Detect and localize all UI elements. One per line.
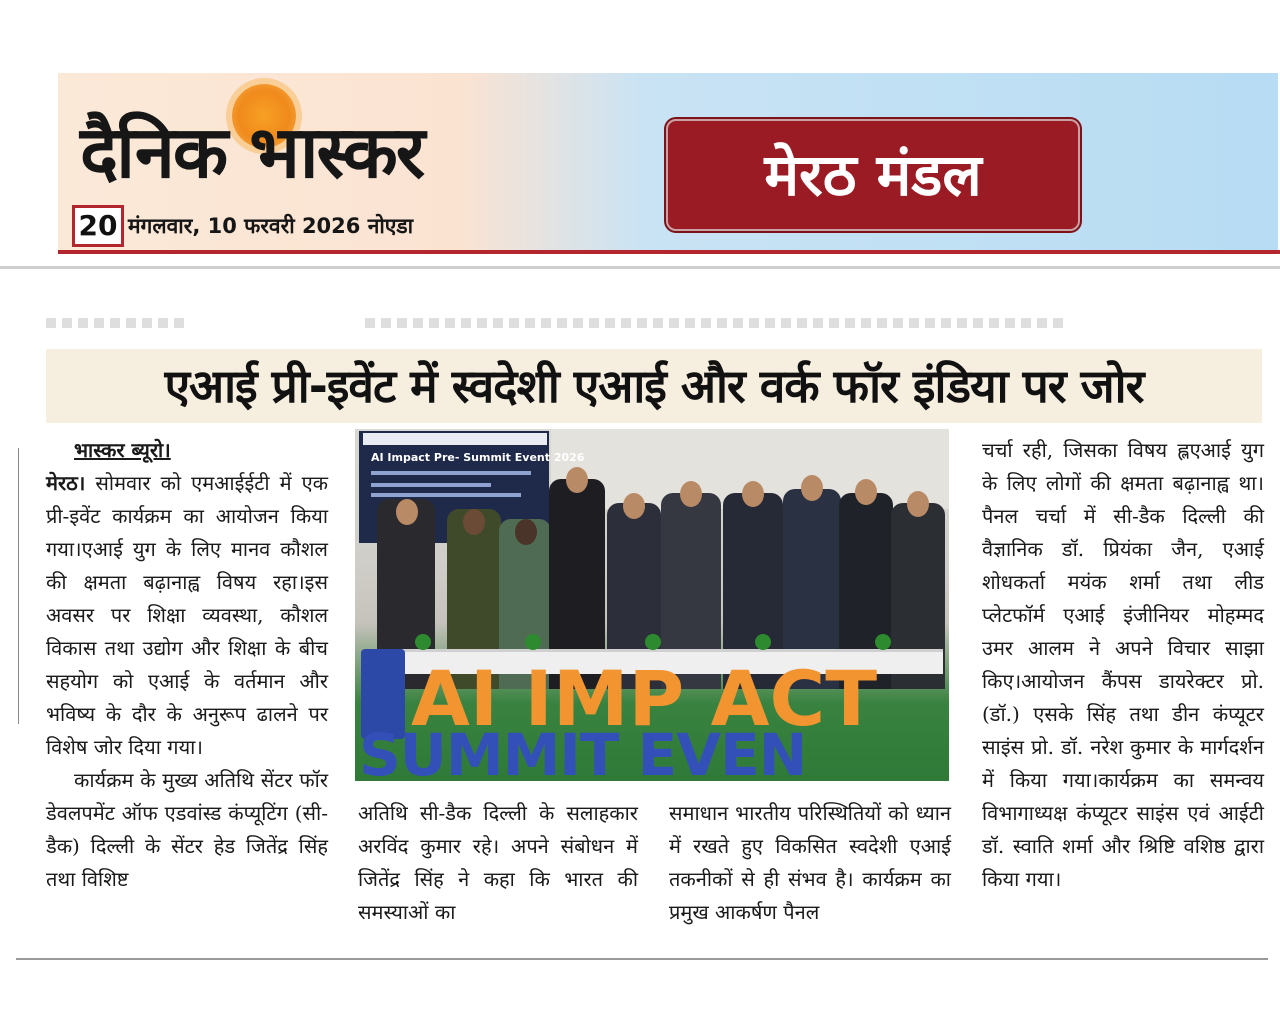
plant-icon (415, 634, 431, 650)
bleed-through-text (365, 318, 1065, 328)
bleed-through-text (46, 318, 186, 328)
banner-title: AI Impact Pre- Summit Event 2026 (371, 451, 585, 464)
banner-subtitle-line (371, 493, 521, 497)
person-head (396, 499, 418, 525)
paragraph-text: सोमवार को एमआईईटी में एक प्री-इवेंट कार्यक्रम का आयोजन किया गया।एआई युग के लिए मानव कौशल की क्षमता बढ़ानाह्व विषय रहा।इस अवसर पर शिक्षा व्यवस्था, कौशल विकास तथा उद्योग और शिक्षा के बीच सहयोग को एआई के वर्तमान और भविष्य के दौर के अनुरूप ढालने पर विशेष जोर दिया गया। (46, 471, 328, 759)
stage-letters-row1: AI IMP ACT (411, 654, 878, 743)
plant-icon (755, 634, 771, 650)
newspaper-logo: दैनिक भास्कर (80, 110, 424, 194)
person-head (907, 491, 929, 517)
article-column-3 (669, 797, 951, 929)
edition-badge (666, 119, 1080, 231)
plant-icon (645, 634, 661, 650)
edition-label: मेरठ मंडल (764, 141, 982, 209)
paragraph: चर्चा रही, जिसका विषय ह्लएआई युग के लिए लोगों की क्षमता बढ़ानाह्व था।पैनल चर्चा में सी-डैक दिल्ली की वैज्ञानिक डॉ. प्रियंका जैन, एआई शोधकर्ता मयंक शर्मा तथा लीड प्लेटफॉर्म एआई इंजीनियर मोहम्मद उमर आलम ने अपने विचार साझा किए।आयोजन कैंपस डायरेक्टर प्रो. (डॉ.) एसके सिंह तथा डीन कंप्यूटर साइंस प्रो. डॉ. नरेश कुमार के मार्गदर्शन में किया गया।कार्यक्रम का समन्वय विभागाध्यक्ष कंप्यूटर साइंस एवं आईटी डॉ. स्वाति शर्मा और श्रिष्टि वशिष्ठ द्वारा किया गया। (982, 438, 1264, 891)
masthead-rule (58, 250, 1280, 254)
column-margin-line (18, 448, 19, 724)
article-column-1 (46, 434, 328, 896)
person-head (623, 493, 645, 519)
paragraph (46, 467, 328, 764)
person-head (515, 519, 537, 545)
person-head (801, 475, 823, 501)
person-head (855, 479, 877, 505)
person-head (566, 467, 588, 493)
article-column-4 (982, 434, 1264, 896)
byline-row (46, 434, 328, 467)
sponsor-logos (363, 433, 547, 445)
event-photo (355, 429, 949, 781)
issue-dateline: मंगलवार, 10 फरवरी 2026 नोएडा (128, 214, 414, 238)
stage-letters-row2: SUMMIT EVEN (359, 721, 807, 781)
byline: भास्कर ब्यूरो। (74, 438, 171, 462)
page-edge-divider (0, 266, 1280, 269)
paragraph: अतिथि सी-डैक दिल्ली के सलाहकार अरविंद कुमार रहे। अपने संबोधन में जितेंद्र सिंह ने कहा कि भारत की समस्याओं का (358, 801, 638, 924)
person-head (742, 481, 764, 507)
article-column-2 (358, 797, 638, 929)
city-dateline: मेरठ। (46, 471, 86, 495)
plant-icon (875, 634, 891, 650)
paragraph: समाधान भारतीय परिस्थितियों को ध्यान में रखते हुए विकसित स्वदेशी एआई तकनीकों से ही संभव है। कार्यक्रम का प्रमुख आकर्षण पैनल (669, 801, 951, 924)
person-head (463, 509, 485, 535)
banner-subtitle-line (371, 471, 531, 475)
plant-icon (525, 634, 541, 650)
person-head (680, 481, 702, 507)
page-number: 20 (72, 205, 124, 247)
article-headline: एआई प्री-इवेंट में स्वदेशी एआई और वर्क फॉर इंडिया पर जोर (164, 359, 1144, 413)
banner-subtitle-line (371, 483, 491, 487)
paragraph: कार्यक्रम के मुख्य अतिथि सेंटर फॉर डेवलपमेंट ऑफ एडवांस्ड कंप्यूटिंग (सी-डैक) दिल्ली के सेंटर हेड जितेंद्र सिंह तथा विशिष्ट (46, 768, 328, 891)
page-bottom-rule (16, 958, 1268, 960)
